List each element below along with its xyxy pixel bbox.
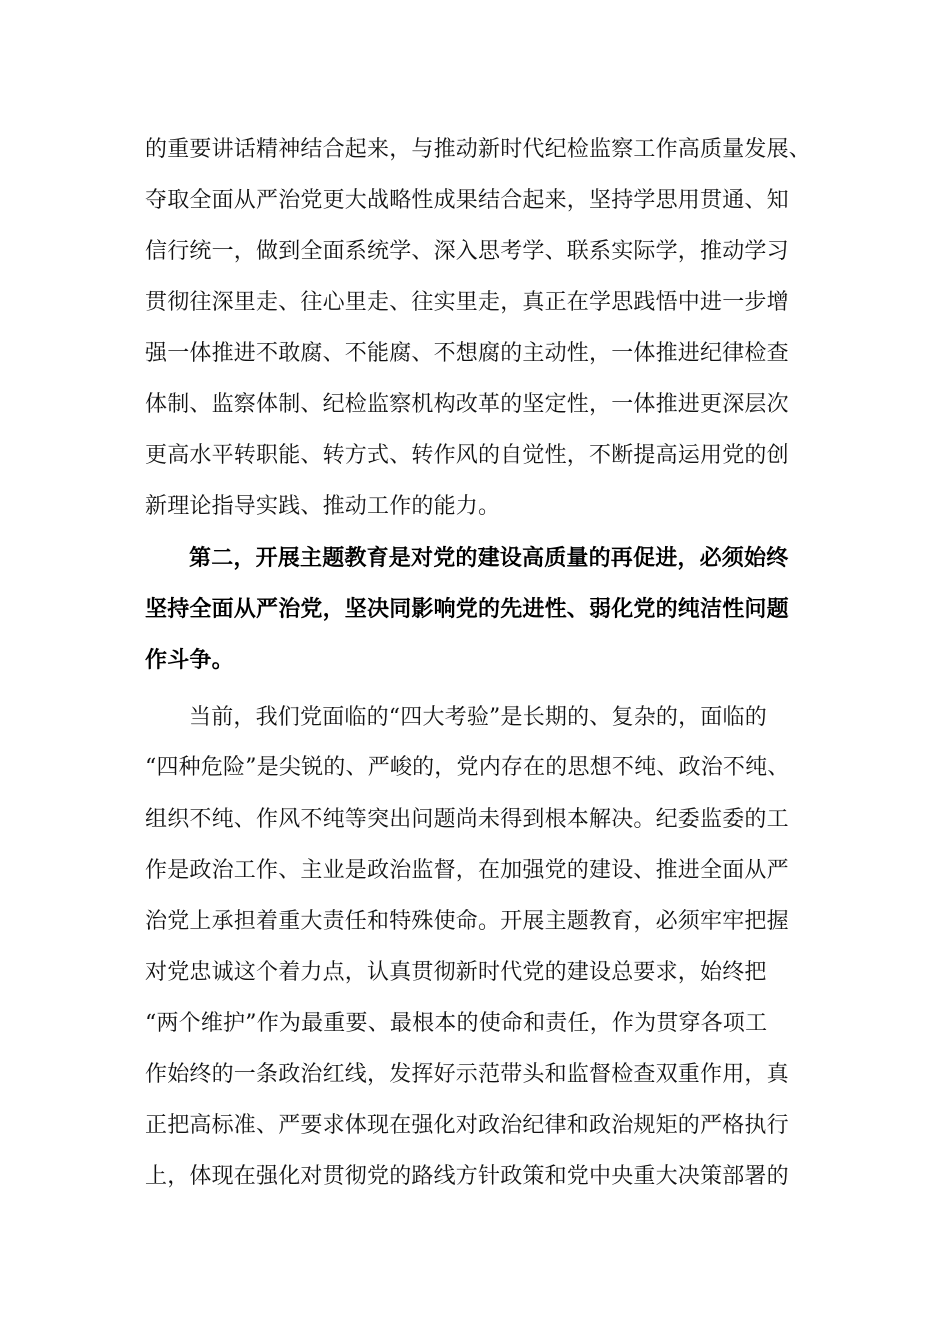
para1-line-4: 贯彻往深里走、往心里走、往实里走，真正在学思践悟中进一步增	[145, 290, 789, 315]
para1-line-2: 夺取全面从严治党更大战略性成果结合起来，坚持学思用贯通、知	[145, 188, 789, 213]
para2-line-3: 组织不纯、作风不纯等突出问题尚未得到根本解决。纪委监委的工	[145, 807, 789, 832]
heading2-line-3: 作斗争。	[145, 648, 234, 673]
para2-line-2: “四种危险”是尖锐的、严峻的，党内存在的思想不纯、政治不纯、	[145, 755, 790, 780]
para1-line-6: 体制、监察体制、纪检监察机构改革的坚定性，一体推进更深层次	[145, 392, 789, 417]
para1-line-3: 信行统一，做到全面系统学、深入思考学、联系实际学，推动学习	[145, 239, 789, 264]
para2-line-5: 治党上承担着重大责任和特殊使命。开展主题教育，必须牢牢把握	[145, 909, 789, 934]
para1-line-5: 强一体推进不敢腐、不能腐、不想腐的主动性，一体推进纪律检查	[145, 341, 789, 366]
para2-line-9: 正把高标准、严要求体现在强化对政治纪律和政治规矩的严格执行	[145, 1113, 789, 1138]
para2-line-1: 当前，我们党面临的“四大考验”是长期的、复杂的，面临的	[189, 705, 767, 730]
para1-line-1: 的重要讲话精神结合起来，与推动新时代纪检监察工作高质量发展、	[145, 137, 812, 162]
para1-line-8: 新理论指导实践、推动工作的能力。	[145, 494, 501, 519]
para2-line-10: 上，体现在强化对贯彻党的路线方针政策和党中央重大决策部署的	[145, 1164, 789, 1189]
para2-line-6: 对党忠诚这个着力点，认真贯彻新时代党的建设总要求，始终把	[145, 960, 767, 985]
heading2-line-1: 第二，开展主题教育是对党的建设高质量的再促进，必须始终	[189, 546, 789, 571]
heading2-line-2: 坚持全面从严治党，坚决同影响党的先进性、弱化党的纯洁性问题	[145, 597, 789, 622]
para2-line-8: 作始终的一条政治红线，发挥好示范带头和监督检查双重作用，真	[145, 1062, 789, 1087]
para1-line-7: 更高水平转职能、转方式、转作风的自觉性，不断提高运用党的创	[145, 443, 789, 468]
para2-line-4: 作是政治工作、主业是政治监督，在加强党的建设、推进全面从严	[145, 858, 789, 883]
para2-line-7: “两个维护”作为最重要、最根本的使命和责任，作为贯穿各项工	[145, 1011, 768, 1036]
